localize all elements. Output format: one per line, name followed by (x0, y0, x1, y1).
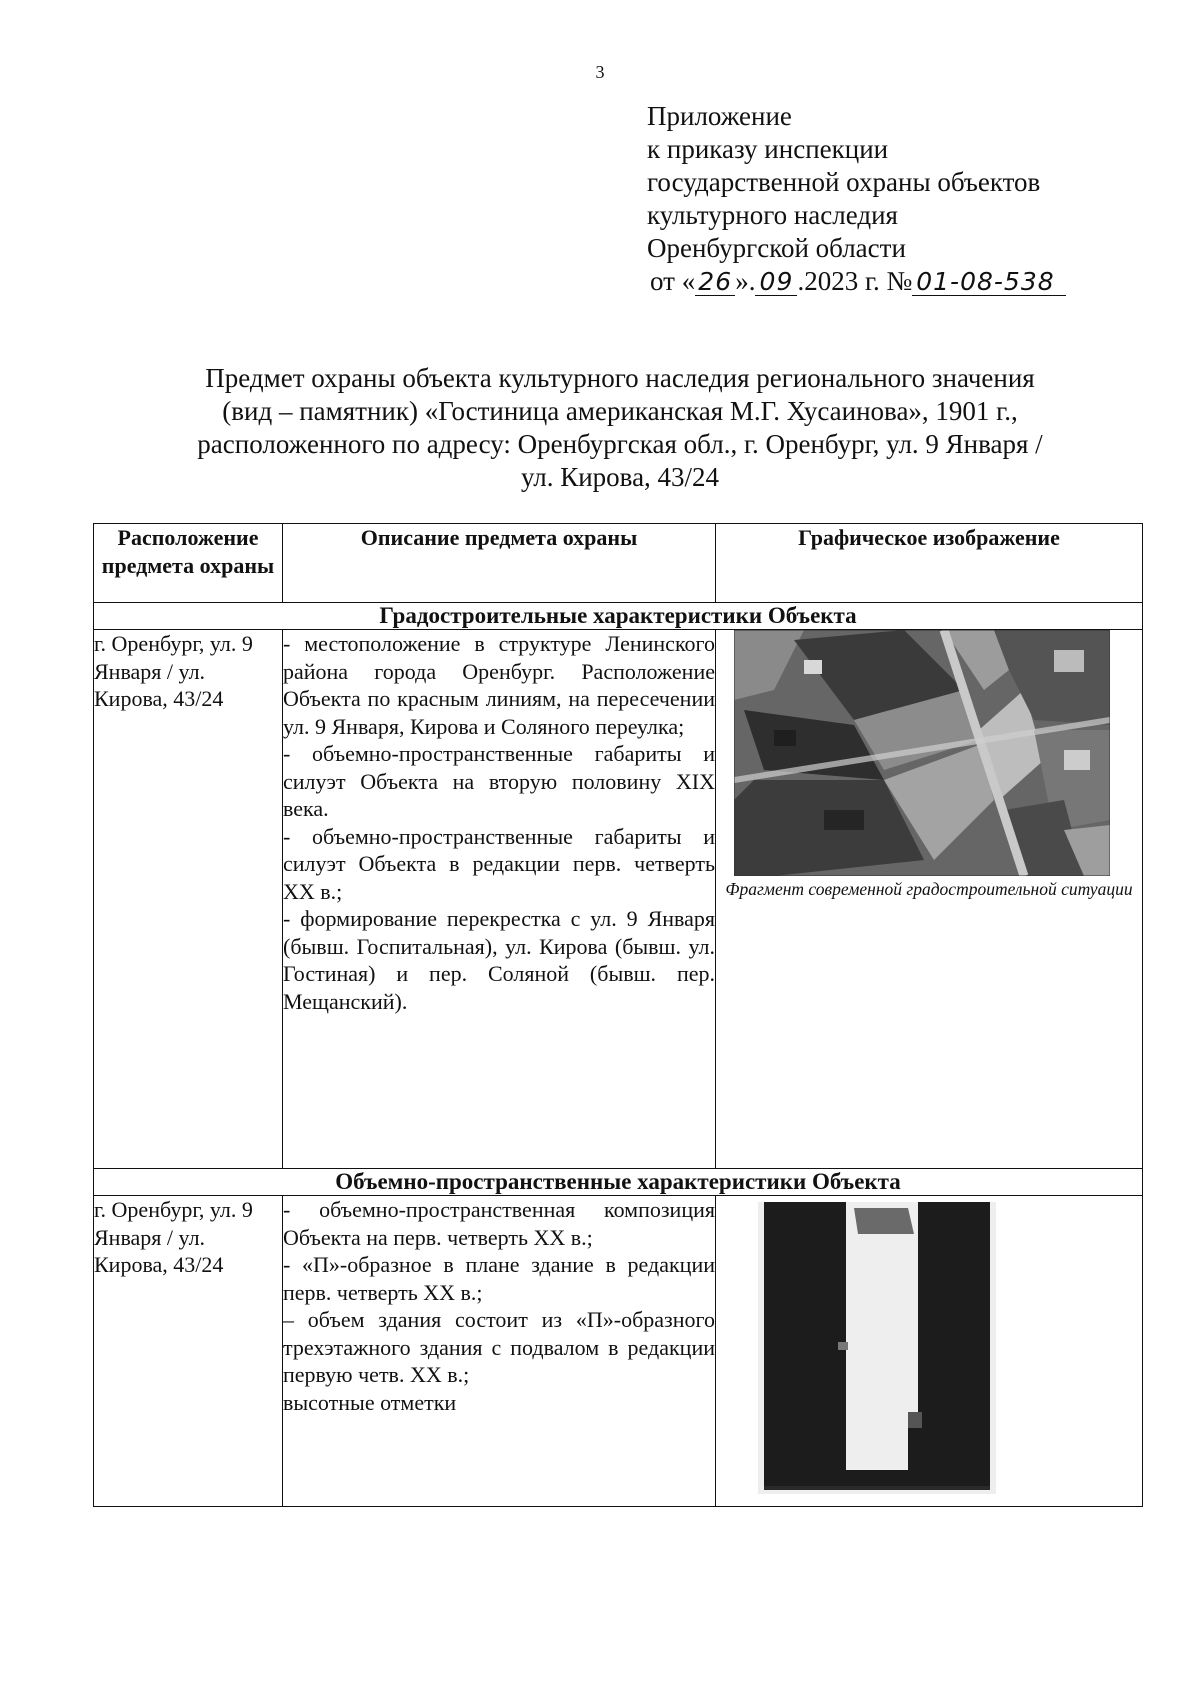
description-paragraph: высотные отметки (283, 1389, 457, 1415)
table-row (94, 630, 1143, 1169)
building-plan-image (758, 1202, 996, 1494)
appendix-line: Оренбургской области (647, 233, 906, 263)
description-paragraph: - объемно-пространственная композиция Объекта на перв. четверть XX в.; (283, 1197, 715, 1250)
order-number: 01-08-538 (912, 269, 1066, 296)
description-paragraph: – объем здания состоит из «П»-образного трехэтажного здания с подвалом в редакции первую четв. XX в.; (283, 1307, 715, 1387)
order-month: 09 (755, 269, 797, 296)
description-cell (283, 1196, 716, 1507)
header-description: Описание предмета охраны (283, 524, 716, 603)
location-cell: г. Оренбург, ул. 9 Января / ул. Кирова, 43/24 (94, 630, 283, 1169)
header-location: Расположение предмета охраны (94, 524, 283, 603)
order-day: 26 (695, 269, 735, 296)
description-cell (283, 630, 716, 1169)
appendix-line: Приложение (647, 101, 792, 131)
order-year: .2023 г. № (797, 266, 913, 296)
image-cell (716, 1196, 1143, 1507)
section-row (94, 603, 1143, 630)
title-line: расположенного по адресу: Оренбургская обл., г. Оренбург, ул. 9 Января / (197, 429, 1043, 459)
description-paragraph: - формирование перекрестка с ул. 9 Января (бывш. Госпитальная), ул. Кирова (бывш. ул. Гостиная) и пер. Соляной (бывш. пер. Мещанский). (283, 906, 715, 1014)
order-prefix: от « (650, 266, 696, 296)
title-line: ул. Кирова, 43/24 (520, 462, 720, 492)
document-title (160, 362, 1080, 494)
description-paragraph: - «П»-образное в плане здание в редакции перв. четверть XX в.; (283, 1252, 715, 1305)
protection-table (93, 523, 1143, 1507)
image-cell (716, 630, 1143, 1169)
appendix-line: государственной охраны объектов (647, 167, 1041, 197)
section-heading: Объемно-пространственные характеристики Объекта (94, 1169, 1143, 1196)
section-heading: Градостроительные характеристики Объекта (94, 603, 1143, 630)
page-number: 3 (595, 62, 605, 82)
title-line: (вид – памятник) «Гостиница американская М.Г. Хусаинова», 1901 г., (222, 396, 1018, 426)
order-mid: ». (735, 266, 756, 296)
table-header-row (94, 524, 1143, 603)
image-caption: Фрагмент современной градостроительной ситуации (725, 879, 1133, 899)
description-paragraph: - местоположение в структуре Ленинского района города Оренбург. Расположение Объекта по красным линиям, на пересечении ул. 9 Января, Кирова и Соляного переулка; (283, 631, 715, 739)
header-image: Графическое изображение (716, 524, 1143, 603)
title-line: Предмет охраны объекта культурного наследия регионального значения (205, 363, 1035, 393)
description-paragraph: - объемно-пространственные габариты и силуэт Объекта на вторую половину XIX века. (283, 741, 715, 821)
appendix-line: к приказу инспекции (647, 134, 889, 164)
location-cell: г. Оренбург, ул. 9 Января / ул. Кирова, 43/24 (94, 1196, 283, 1507)
order-line (650, 265, 1117, 298)
table-row (94, 1196, 1143, 1507)
appendix-line: культурного наследия (647, 200, 898, 230)
description-paragraph: - объемно-пространственные габариты и силуэт Объекта в редакции перв. четверть XX в.; (283, 823, 715, 904)
aerial-photo (734, 630, 1110, 876)
appendix-block (647, 100, 1117, 298)
section-row (94, 1169, 1143, 1196)
